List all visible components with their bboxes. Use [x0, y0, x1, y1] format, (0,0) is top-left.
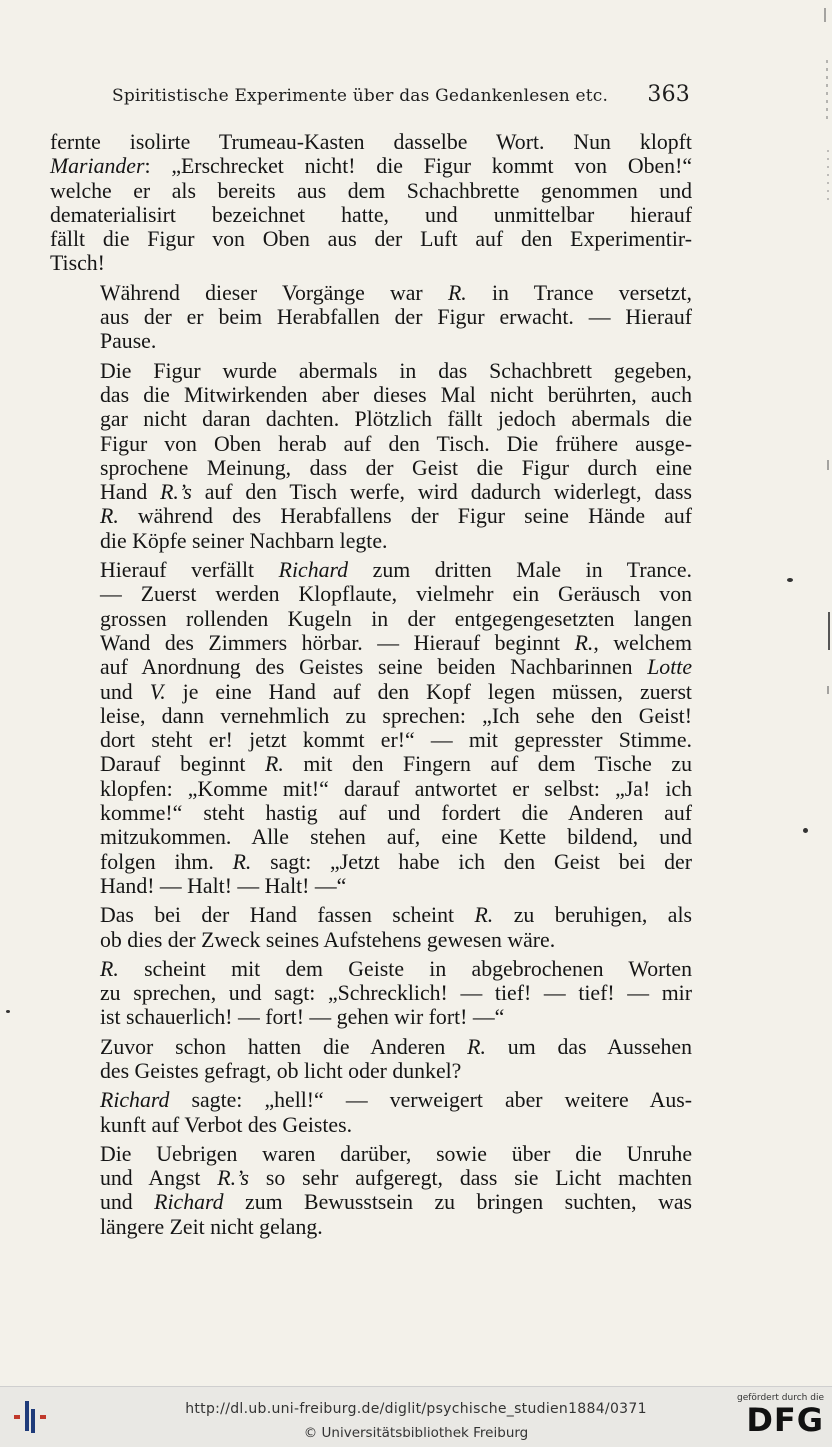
- running-header: [112, 82, 690, 107]
- paragraph: [50, 1142, 692, 1239]
- text-line: und V. je eine Hand auf den Kopf legen müssen, zuerst: [100, 679, 692, 704]
- paragraph: [50, 281, 692, 354]
- text-line: Pause.: [100, 329, 157, 354]
- italic-name: R.’s: [160, 480, 192, 505]
- dfg-logo: [732, 1393, 824, 1443]
- italic-name: Richard: [154, 1190, 224, 1215]
- text-line: leise, dann vernehmlich zu sprechen: „Ich sehe den Geist!: [100, 703, 692, 728]
- text-line: ob dies der Zweck seines Aufstehens gewesen wäre.: [100, 927, 556, 952]
- text-line: dort steht er! jetzt kommt er!“ — mit gepresster Stimme.: [100, 728, 692, 753]
- italic-name: R.: [447, 280, 467, 305]
- text-line: dematerialisirt bezeichnet hatte, und unmittelbar hierauf: [50, 202, 692, 227]
- text-line: grossen rollenden Kugeln in der entgegengesetzten langen: [100, 606, 692, 631]
- dfg-wordmark: DFG: [746, 1401, 824, 1439]
- paragraph: [50, 359, 692, 553]
- italic-name: V.: [149, 679, 166, 704]
- text-line: folgen ihm. R. sagt: „Jetzt habe ich den Geist bei der: [100, 849, 692, 874]
- body-text: [50, 130, 692, 1244]
- text-line: Wand des Zimmers hörbar. — Hierauf beginnt R., welchem: [100, 630, 692, 655]
- text-line: sprochene Meinung, dass der Geist die Figur durch eine: [100, 455, 692, 480]
- italic-name: Richard: [100, 1088, 170, 1113]
- text-line: welche er als bereits aus dem Schachbrette genommen und: [50, 178, 692, 203]
- text-line: des Geistes gefragt, ob licht oder dunkel?: [100, 1058, 462, 1083]
- text-line: Die Figur wurde abermals in das Schachbrett gegeben,: [100, 358, 692, 383]
- paragraph: [50, 558, 692, 898]
- italic-name: R.’s: [217, 1166, 249, 1191]
- paragraph: [50, 130, 692, 276]
- text-line: klopfen: „Komme mit!“ darauf antwortet er selbst: „Ja! ich: [100, 776, 692, 801]
- text-line: zu sprechen, und sagt: „Schrecklich! — tief! — tief! — mir: [100, 981, 692, 1006]
- running-title: Spiritistische Experimente über das Gedankenlesen etc.: [112, 86, 609, 106]
- italic-name: R.: [265, 752, 284, 777]
- text-line: Zuvor schon hatten die Anderen R. um das Aussehen: [100, 1034, 692, 1059]
- text-line: R. während des Herabfallens der Figur seine Hände auf: [100, 504, 692, 529]
- text-line: Figur von Oben herab auf den Tisch. Die frühere ausge-: [100, 431, 692, 456]
- text-line: auf Anordnung des Geistes seine beiden Nachbarinnen Lotte: [100, 655, 692, 680]
- text-line: Darauf beginnt R. mit den Fingern auf dem Tische zu: [100, 752, 692, 777]
- italic-name: Richard: [278, 558, 349, 583]
- text-line: Hierauf verfällt Richard zum dritten Male in Trance.: [100, 558, 692, 583]
- text-line: R. scheint mit dem Geiste in abgebrochenen Worten: [100, 956, 692, 981]
- text-line: und Richard zum Bewusstsein zu bringen suchten, was: [100, 1190, 692, 1215]
- scan-speck: [787, 578, 793, 582]
- text-line: fernte isolirte Trumeau-Kasten dasselbe Wort. Nun klopft: [50, 130, 692, 154]
- paragraph: [50, 903, 692, 952]
- text-line: Hand R.’s auf den Tisch werfe, wird dadurch widerlegt, dass: [100, 480, 692, 505]
- italic-name: R.: [474, 903, 494, 928]
- page-number: 363: [647, 82, 690, 107]
- text-line: Das bei der Hand fassen scheint R. zu beruhigen, als: [100, 903, 692, 928]
- italic-name: Mariander: [50, 154, 145, 179]
- text-line: Die Uebrigen waren darüber, sowie über die Unruhe: [100, 1141, 692, 1166]
- text-line: — Zuerst werden Klopflaute, vielmehr ein Geräusch von: [100, 582, 692, 607]
- text-line: Tisch!: [50, 251, 105, 276]
- text-line: fällt die Figur von Oben aus der Luft auf den Experimentir-: [50, 227, 692, 252]
- text-line: Während dieser Vorgänge war R. in Trance versetzt,: [100, 280, 692, 305]
- scan-speck: [803, 828, 808, 833]
- text-line: kunft auf Verbot des Geistes.: [100, 1112, 353, 1137]
- scan-speck: [6, 1010, 10, 1013]
- paragraph: [50, 1088, 692, 1137]
- dfg-caption: gefördert durch die: [737, 1393, 824, 1403]
- text-line: die Köpfe seiner Nachbarn legte.: [100, 528, 388, 553]
- text-line: mitzukommen. Alle stehen auf, eine Kette bildend, und: [100, 825, 692, 850]
- text-line: ist schauerlich! — fort! — gehen wir fort! —“: [100, 1005, 505, 1030]
- text-line: komme!“ steht hastig auf und fordert die Anderen auf: [100, 801, 692, 826]
- paragraph: [50, 1035, 692, 1084]
- italic-name: R.: [100, 956, 119, 981]
- italic-name: Lotte: [647, 655, 692, 680]
- text-line: längere Zeit nicht gelang.: [100, 1214, 323, 1239]
- text-line: aus der er beim Herabfallen der Figur erwacht. — Hierauf: [100, 305, 692, 330]
- page-edge-marks: [822, 0, 832, 1386]
- copyright-notice: © Universitätsbibliothek Freiburg: [303, 1425, 529, 1441]
- text-line: Richard sagte: „hell!“ — verweigert aber weitere Aus-: [100, 1088, 692, 1113]
- document-url[interactable]: http://dl.ub.uni-freiburg.de/diglit/psychische_studien1884/0371: [185, 1401, 647, 1417]
- text-line: das die Mitwirkenden aber dieses Mal nicht berührten, auch: [100, 382, 692, 407]
- viewer-footer: [0, 1386, 832, 1447]
- text-line: gar nicht daran dachten. Plötzlich fällt jedoch abermals die: [100, 407, 692, 432]
- italic-name: R.: [574, 630, 594, 655]
- italic-name: R.: [100, 504, 119, 529]
- text-line: Mariander: „Erschrecket nicht! die Figur kommt von Oben!“: [50, 154, 692, 179]
- italic-name: R.: [232, 849, 252, 874]
- text-line: Hand! — Halt! — Halt! —“: [100, 873, 347, 898]
- italic-name: R.: [467, 1034, 486, 1059]
- text-line: und Angst R.’s so sehr aufgeregt, dass sie Licht machten: [100, 1166, 692, 1191]
- paragraph: [50, 957, 692, 1030]
